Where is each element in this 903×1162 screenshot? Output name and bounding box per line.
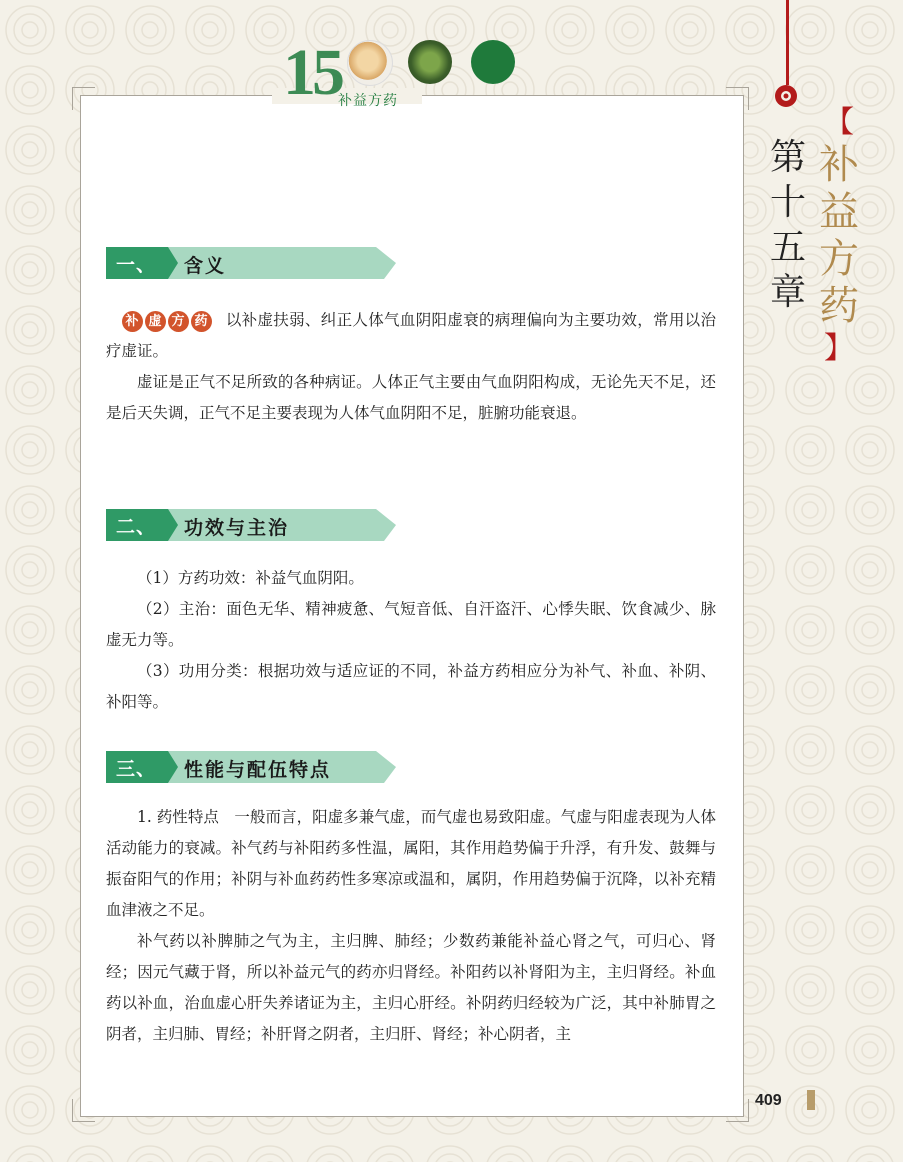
hanging-string bbox=[786, 0, 789, 85]
running-title: 补益方药 bbox=[338, 93, 398, 109]
frame-corner-bottom-left bbox=[72, 1099, 95, 1122]
section-header-1 bbox=[106, 247, 396, 279]
bracket-close: 】 bbox=[824, 331, 854, 366]
chapter-title-block bbox=[816, 105, 862, 366]
page-number: 409 bbox=[755, 1092, 782, 1109]
paragraph: （2）主治：面色无华、精神疲惫、气短音低、自汗盗汗、心悸失眠、饮食减少、脉虚无力等。 bbox=[106, 600, 716, 649]
paragraph bbox=[106, 305, 716, 367]
chapter-title: 补益方药 bbox=[819, 142, 859, 329]
section-title: 功效与主治 bbox=[184, 517, 290, 539]
herb-photo-ginger-icon bbox=[347, 40, 393, 86]
red-knot-icon bbox=[772, 82, 800, 110]
section-header-3 bbox=[106, 751, 396, 783]
section-2-body bbox=[106, 563, 716, 718]
frame-corner-top-left bbox=[72, 87, 95, 110]
term-char: 方 bbox=[168, 311, 189, 332]
herb-photo-plant-icon bbox=[408, 40, 452, 84]
section-number: 一、 bbox=[116, 254, 157, 276]
term-char: 虚 bbox=[145, 311, 166, 332]
section-number: 二、 bbox=[116, 516, 157, 538]
frame-corner-bottom-right bbox=[726, 1099, 749, 1122]
section-1-body bbox=[106, 305, 716, 429]
section-title: 含义 bbox=[184, 255, 227, 277]
page-number-bar bbox=[807, 1090, 815, 1110]
term-char: 补 bbox=[122, 311, 143, 332]
paragraph: 1. 药性特点 一般而言，阳虚多兼气虚，而气虚也易致阳虚。气虚与阳虚表现为人体活动能力的衰减。补气药与补阳药多性温，属阳，其作用趋势偏于升浮，有升发、鼓舞与振奋阳气的作用；补阴与补血药药性多寒凉或温和，属阴，作用趋势偏于沉降，以补充精血津液之不足。 bbox=[106, 808, 716, 919]
paragraph: （3）功用分类：根据功效与适应证的不同，补益方药相应分为补气、补血、补阴、补阳等。 bbox=[106, 662, 716, 711]
term-char: 药 bbox=[191, 311, 212, 332]
paragraph: （1）方药功效：补益气血阴阳。 bbox=[137, 569, 364, 587]
section-number: 三、 bbox=[116, 758, 157, 780]
frame-corner-top-right bbox=[726, 87, 749, 110]
paragraph-text: 以补虚扶弱、纠正人体气血阴阳虚衰的病理偏向为主要功效，常用以治疗虚证。 bbox=[106, 311, 716, 360]
paragraph: 虚证是正气不足所致的各种病证。人体正气主要由气血阴阳构成，无论先天不足，还是后天失调，正气不足主要表现为人体气血阴阳不足，脏腑功能衰退。 bbox=[106, 373, 716, 422]
bracket-open: 【 bbox=[824, 105, 854, 140]
green-circle-icon bbox=[471, 40, 515, 84]
section-header-2 bbox=[106, 509, 396, 541]
chapter-number: 15 bbox=[283, 36, 341, 109]
paragraph: 补气药以补脾肺之气为主，主归脾、肺经；少数药兼能补益心肾之气，可归心、肾经；因元气藏于肾，所以补益元气的药亦归肾经。补阳药以补肾阳为主，主归肾经。补血药以补血，治血虚心肝失养诸证为主，主归心肝经。补阴药归经较为广泛，其中补肺胃之阴者，主归肺、胃经；补肝肾之阴者，主归肝、肾经；补心阴者，主 bbox=[106, 932, 716, 1043]
chapter-label: 第十五章 bbox=[770, 137, 807, 313]
term-badge bbox=[122, 311, 212, 332]
section-title: 性能与配伍特点 bbox=[184, 759, 332, 781]
section-3-body bbox=[106, 802, 716, 1050]
